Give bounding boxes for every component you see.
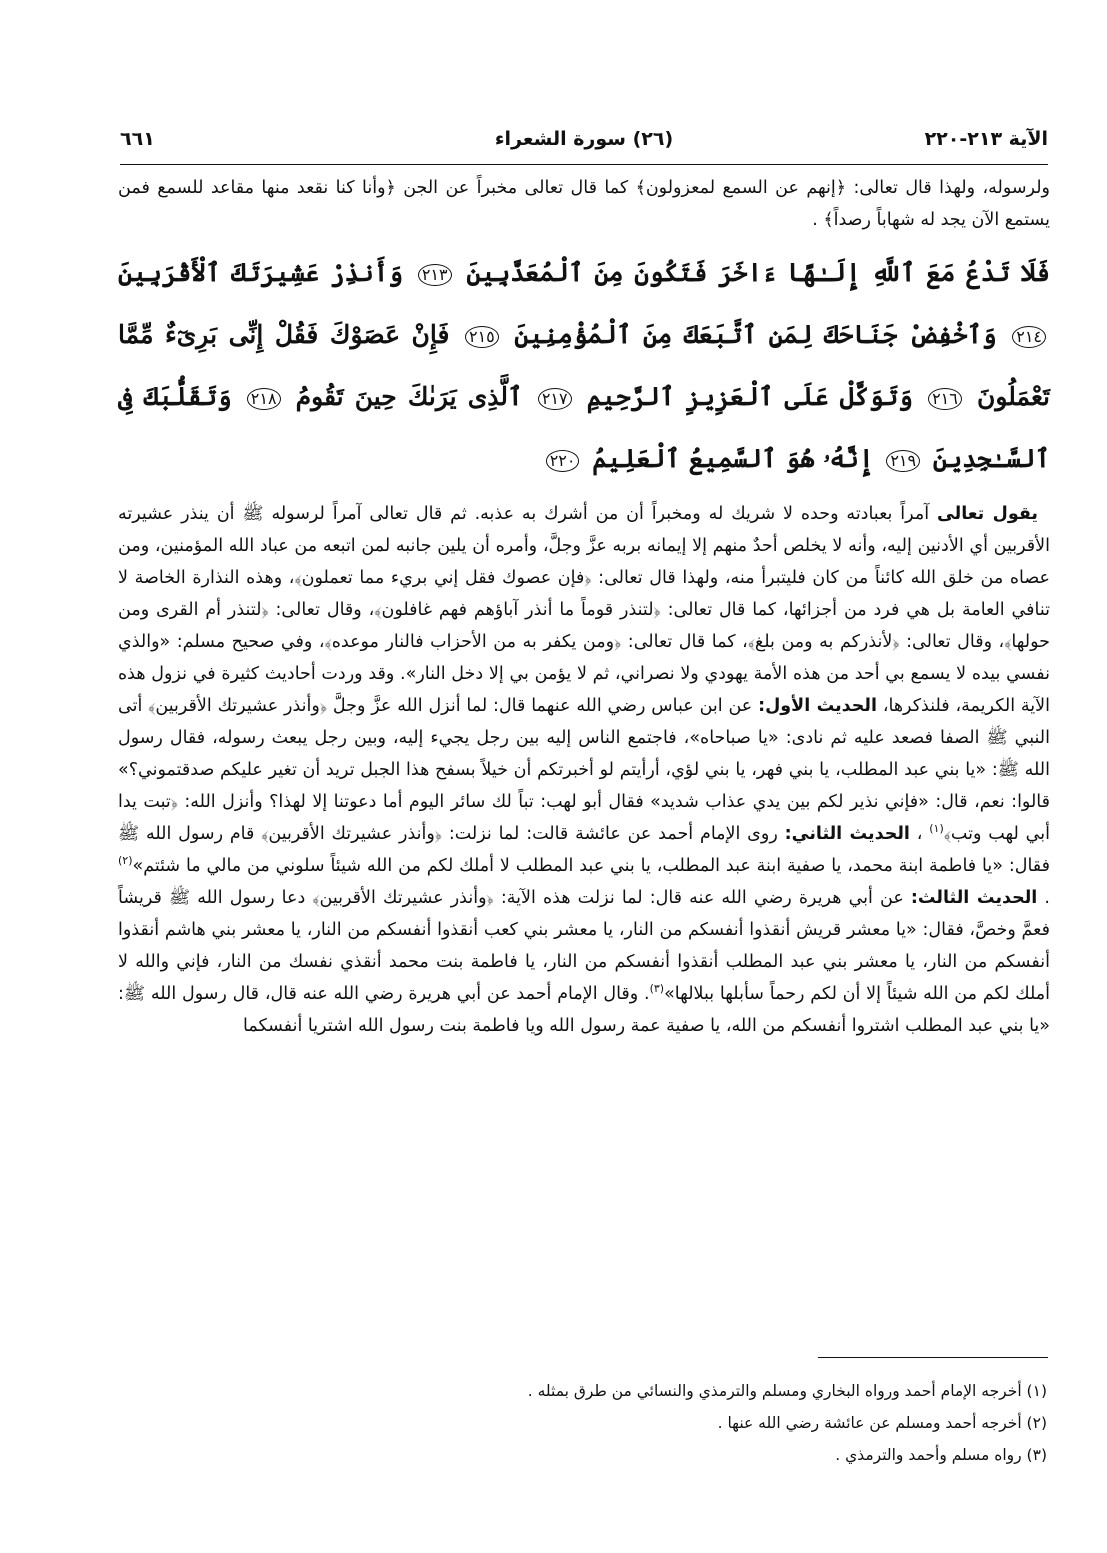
verse-number-marker: ٢١٨ (247, 388, 281, 410)
verse-text: فَلَا تَدْعُ مَعَ ٱللَّهِ إِلَـٰهًا ءَاخَرَ فَتَكُونَ مِنَ ٱلْمُعَذَّبِينَ (466, 258, 1050, 287)
verse-text: وَأَنذِرْ عَشِيرَتَكَ ٱلْأَقْرَبِينَ (118, 258, 404, 287)
footnote: (٢) أخرجه أحمد ومسلم عن عائشة رضي الله عنها . (717, 1414, 1047, 1432)
quran-verses (118, 242, 1050, 490)
hadith-label: الحديث الثالث: (910, 888, 1038, 908)
tafsir-text: . (1037, 888, 1050, 908)
page-header (120, 128, 1048, 158)
tafsir-text: ، (909, 824, 930, 844)
verse-text: إِنَّهُۥ هُوَ ٱلسَّمِيعُ ٱلْعَلِيمُ (592, 444, 874, 473)
page-number: ٦٦١ (120, 128, 155, 150)
main-text (118, 172, 1050, 1042)
hadith-label: الحديث الأول: (758, 696, 877, 716)
verse-text: وَتَوَكَّلْ عَلَى ٱلْعَزِيزِ ٱلرَّحِيمِ (586, 382, 913, 411)
verse-range: الآية ٢١٣-٢٢٠ (924, 128, 1048, 150)
verse-number-marker: ٢١٩ (886, 450, 920, 472)
footnote-divider (818, 1357, 1048, 1358)
intro-paragraph: ولرسوله، ولهذا قال تعالى: ﴿إنهم عن السمع لمعزولون﴾ كما قال تعالى مخبراً عن الجن ﴿وأنا كنا نقعد منها مقاعد للسمع فمن يستمع الآن يجد له شهاباً رصداً﴾ . (118, 178, 1050, 230)
tafsir-text: روى الإمام أحمد عن عائشة قالت: لما نزلت: ﴿وأنذر عشيرتك الأقربين﴾ قام رسول الله ﷺ فقال: «يا فاطمة ابنة محمد، يا صفية ابنة عبد المطلب، يا بني عبد المطلب لا أملك لكم من الله شيئاً سلوني من مالي ما شئتم» (118, 824, 1050, 876)
verse-text: ٱلَّذِى يَرَىٰكَ حِينَ تَقُومُ (295, 382, 523, 411)
header-divider (120, 164, 1048, 165)
verse-text: فَإِنْ عَصَوْكَ فَقُلْ إِنِّى بَرِىٓءٌ مِّمَّا تَعْمَلُونَ (118, 320, 1050, 411)
verse-text: وَٱخْفِضْ جَنَاحَكَ لِمَنِ ٱتَّبَعَكَ مِنَ ٱلْمُؤْمِنِينَ (514, 320, 997, 349)
verse-number-marker: ٢١٤ (1012, 326, 1046, 348)
tafsir-text: . وقال الإمام أحمد عن أبي هريرة رضي الله عنه قال، قال رسول الله ﷺ: «يا بني عبد المطلب اشتروا أنفسكم من الله، يا صفية عمة رسول الله ويا فاطمة بنت رسول الله اشتريا أنفسكما (118, 984, 1050, 1036)
verse-number-marker: ٢١٣ (418, 264, 452, 286)
verse-number-marker: ٢١٧ (538, 388, 572, 410)
verse-number-marker: ٢١٦ (928, 388, 962, 410)
verse-text: وَتَقَلُّبَكَ فِى ٱلسَّـٰجِدِينَ (118, 382, 1050, 473)
lead-word: يقول تعالى (936, 504, 1038, 524)
footnote: (٣) رواه مسلم وأحمد والترمذي . (835, 1446, 1047, 1464)
tafsir-text: عن أبي هريرة رضي الله عنه قال: لما نزلت هذه الآية: ﴿وأنذر عشيرتك الأقربين﴾ دعا رسول الله ﷺ قريشاً فعمَّ وخصَّ، فقال: «يا معشر قريش أنقذوا أنفسكم من النار، يا معشر بني كعب أنقذوا أنفسكم من النار، يا معشر بني هاشم أنقذوا أنفسكم من النار، يا معشر بني عبد المطلب أنقذوا أنفسكم من النار، يا فاطمة بنت محمد أنقذي نفسك من النار، فإني والله لا أملك لكم من الله شيئاً إلا أن لكم رحماً سأبلها ببلالها» (118, 888, 1050, 1004)
footnote-reference[interactable]: (٢) (118, 854, 133, 868)
surah-title: (٢٦) سورة الشعراء (494, 128, 674, 150)
tafsir-text: آمراً بعبادته وحده لا شريك له ومخبراً أن من أشرك به عذبه. ثم قال تعالى آمراً لرسوله ﷺ أن ينذر عشيرته الأقربين أي الأدنين إليه، وأنه لا يخلص أحدٌ منهم إلا إيمانه بربه عزَّ وجلَّ، وأمره أن يلين جانبه لمن اتبعه من عباد الله المؤمنين، ومن عصاه من خلق الله كائناً من كان فليتبرأ منه، ولهذا قال تعالى: ﴿فإن عصوك فقل إني بريء مما تعملون﴾، وهذه النذارة الخاصة لا تنافي العامة بل هي فرد من أجزائها، كما قال تعالى: ﴿لتنذر قوماً ما أنذر آباؤهم فهم غافلون﴾، وقال تعالى: ﴿لتنذر أم القرى ومن حولها﴾، وقال تعالى: ﴿لأنذركم به ومن بلغ﴾، كما قال تعالى: ﴿ومن يكفر به من الأحزاب فالنار موعده﴾، وفي صحيح مسلم: «والذي نفسي بيده لا يسمع بي أحد من هذه الأمة يهودي ولا نصراني، ثم لا يؤمن بي إلا دخل النار». وقد وردت أحاديث كثيرة في نزول هذه الآية الكريمة، فلنذكرها، (118, 504, 1051, 716)
footnotes (147, 1375, 1047, 1471)
hadith-label: الحديث الثاني: (784, 824, 910, 844)
tafsir-text: عن ابن عباس رضي الله عنهما قال: لما أنزل الله عزَّ وجلَّ ﴿وأنذر عشيرتك الأقربين﴾ أتى النبي ﷺ الصفا فصعد عليه ثم نادى: «يا صباحاه»، فاجتمع الناس إليه بين رجل يجيء إليه، وبين رجل يبعث رسوله، فقال رسول الله ﷺ: «يا بني عبد المطلب، يا بني فهر، يا بني لؤي، أرأيتم لو أخبرتكم أن خيلاً بسفح هذا الجبل تريد أن تغير عليكم صدقتموني؟» قالوا: نعم، قال: «فإني نذير لكم بين يدي عذاب شديد» فقال أبو لهب: تباً لك سائر اليوم أما دعوتنا إلا لهذا؟ وأنزل الله: ﴿تبت يدا أبي لهب وتب﴾ (118, 696, 1050, 844)
footnote-reference[interactable]: (٣) (649, 982, 665, 996)
footnote-reference[interactable]: (١) (929, 822, 944, 836)
verse-number-marker: ٢١٥ (465, 326, 499, 348)
tafsir-paragraph (118, 498, 1050, 1042)
verse-number-marker: ٢٢٠ (546, 450, 580, 472)
footnote: (١) أخرجه الإمام أحمد ورواه البخاري ومسلم والترمذي والنسائي من طرق بمثله . (527, 1382, 1047, 1400)
